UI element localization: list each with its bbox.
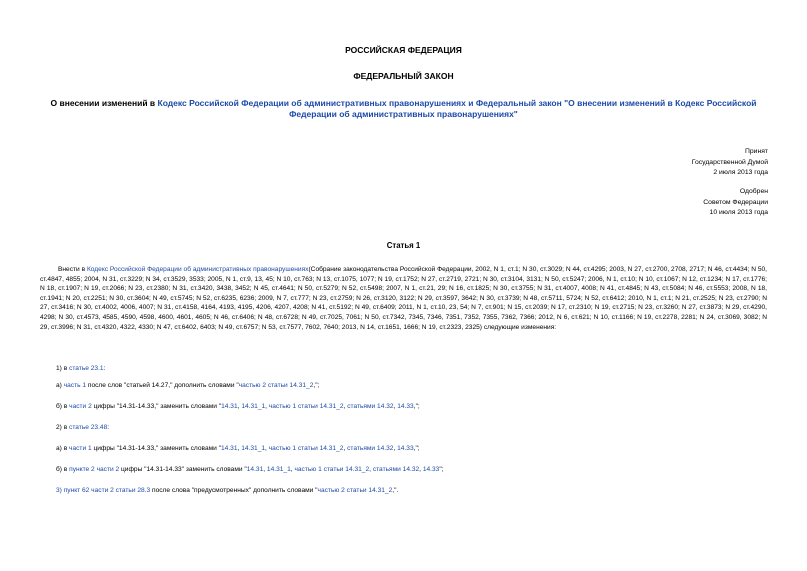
item-text: цифры "14.31-14.33," заменить словами " — [91, 445, 222, 452]
item-link[interactable]: статье 23.1 — [69, 365, 104, 372]
item-text: после слов "статьей 14.27," дополнить словами " — [86, 382, 239, 389]
intro-text: (Собрание законодательства Российской Федерации, 2002, N 1, ст.1; N 30, ст.3029; N 44, ст.4295; 2003, N 27, ст.2700, 2708, 2717; N 46, ст.4434; N 50, ст.4847, 4855; 2004, N 31, ст.3229; N 34, ст.3529, 3533; 2005, N 1, ст.9, 13, 45; N 10, ст.763; N 13, ст.1075, 1077; N 19, ст.1752; N 27, ст.2719, 2721; N 30, ст.3104, 3131; N 50, ст.5247; 2006, N 1, ст.10; N 10, ст.1067; N 12, ст.1234; N 17, ст.1776; N 18, ст.1907; N 19, ст.2066; N 23, ст.2380; N 31, ст.3420, 3438, 3452; N 45, ст.4641; N 50, ст.5279; N 52, ст.5498; 2007, N 1, ст.21, 29; N 16, ст.1825; N 30, ст.3755; N 31, ст.4007, 4008; N 41, ст.4845; N 43, ст.5084; N 46, ст.5553; 2008, N 18, ст.1941; N 20, ст.2251; N 30, ст.3604; N 49, ст.5745; N 52, ст.6235, 6236; 2009, N 7, ст.777; N 23, ст.2759; N 26, ст.3120, 3122; N 29, ст.3597, 3642; N 30, ст.3739; N 48, ст.5711, 5724; N 52, ст.6412; 2010, N 1, ст.1; N 21, ст.2525; N 23, ст.2790; N 27, ст.3416; N 30, ст.4002, 4006, 4007; N 31, ст.4158, 4164, 4193, 4195, 4206, 4207, 4208; N 41, ст.5192; N 49, ст.6409; 2011, N 1, ст.10, 23, 54; N 7, ст.901; N 15, ст.2039; N 17, ст.2310; N 19, ст.2715; N 23, ст.3260; N 27, ст.3873; N 29, ст.4290, 4298; N 30, ст.4573, 4585, 4590, 4598, 4600, 4601, 4605; N 46, ст.6406; N 48, ст.6728; N 49, ст.7025, 7061; N 50, ст.7342, 7345, 7346, 7351, 7352, 7355, 7362, 7366; 2012, N 6, ст.621; N 10, ст.1166; N 19, ст.2278, 2281; N 24, ст.3069, 3082; N 29, ст.3996; N 31, ст.4320, 4322, 4330; N 47, ст.6402, 6403; N 49, ст.6757; N 53, ст.7577, 7602, 7640; 2013, N 14, ст.1651, 1666; N 19, ст.2323, 2325) следующие изменения: — [40, 266, 767, 331]
item-link[interactable]: часть 1 — [63, 382, 87, 389]
item-link[interactable]: частью 2 статьи 14.31_2 — [317, 487, 393, 494]
approved-block — [703, 187, 768, 219]
item-link[interactable]: 14.31 — [221, 445, 238, 452]
item-text: , — [263, 466, 267, 473]
item-link[interactable]: части 2 — [69, 403, 92, 410]
item-link[interactable]: 14.31_1 — [266, 466, 291, 473]
list-item — [56, 465, 767, 475]
item-link[interactable]: частью 2 статьи 14.31_2 — [238, 382, 314, 389]
item-text: а) — [56, 382, 64, 389]
item-text: , — [265, 445, 269, 452]
item-text: , — [343, 445, 348, 452]
item-text: ,". — [392, 487, 399, 494]
item-link[interactable]: части 1 — [69, 445, 92, 452]
item-link[interactable]: частью 1 статьи 14.31_2 — [268, 403, 344, 410]
list-item — [56, 423, 767, 433]
item-link[interactable]: частью 1 статьи 14.31_2 — [268, 445, 344, 452]
item-text: цифры "14.31-14.33" заменить словами " — [119, 466, 247, 473]
item-text: , — [237, 445, 242, 452]
list-item — [56, 402, 767, 412]
item-text: , — [419, 466, 423, 473]
adopted-block — [692, 147, 768, 179]
item-link[interactable]: статьями 14.32 — [347, 403, 394, 410]
item-text: а) в — [56, 445, 70, 452]
item-link[interactable]: 14.33 — [422, 466, 440, 473]
article-heading: Статья 1 — [386, 241, 421, 250]
item-link[interactable]: 14.31 — [246, 466, 264, 473]
item-link[interactable]: 14.31_1 — [241, 445, 266, 452]
item-link[interactable]: 14.31_1 — [241, 403, 266, 410]
list-item — [56, 486, 767, 496]
intro-prefix: Внести в — [58, 266, 87, 273]
item-text: , — [393, 403, 398, 410]
item-link[interactable]: 14.33 — [397, 445, 414, 452]
article-intro — [40, 265, 767, 332]
item-text: после слова "предусмотренных" дополнить словами " — [150, 487, 318, 494]
item-link[interactable]: 14.31 — [221, 403, 238, 410]
doc-type-heading: ФЕДЕРАЛЬНЫЙ ЗАКОН — [353, 71, 454, 81]
list-item — [56, 444, 767, 454]
item-text: б) в — [56, 403, 70, 410]
item-text: "; — [439, 466, 444, 473]
item-text: , — [290, 466, 295, 473]
approved-date: 10 июля 2013 года — [709, 209, 768, 216]
item-text: , — [265, 403, 269, 410]
item-link[interactable]: части 2 — [96, 466, 120, 473]
item-text: , — [369, 466, 373, 473]
item-text: ,"; — [413, 403, 420, 410]
item-link[interactable]: пункте 2 — [69, 466, 95, 473]
item-text: , — [393, 445, 398, 452]
item-link[interactable]: частью 1 статьи 14.31_2 — [294, 466, 370, 473]
item-link[interactable]: 14.33 — [397, 403, 414, 410]
item-link[interactable]: 3) пункт 62 части 2 статьи 28.3 — [56, 487, 151, 494]
law-title — [40, 98, 767, 120]
code-link[interactable]: Кодекс Российской Федерации об административных правонарушениях — [86, 266, 309, 273]
list-item — [56, 381, 767, 391]
item-link[interactable]: статьями 14.32 — [347, 445, 394, 452]
item-text: , — [343, 403, 348, 410]
approved-label: Одобрен — [739, 188, 768, 195]
item-link[interactable]: статье 23.48 — [69, 424, 108, 431]
item-text: ,"; — [313, 382, 320, 389]
country-heading: РОССИЙСКАЯ ФЕДЕРАЦИЯ — [345, 45, 462, 55]
item-link[interactable]: статьями 14.32 — [372, 466, 420, 473]
adopted-by: Государственной Думой — [691, 158, 768, 166]
list-item — [56, 364, 767, 374]
item-text: : — [103, 365, 106, 372]
approved-by: Советом Федерации — [703, 198, 768, 206]
law-title-prefix: О внесении изменений в — [50, 98, 158, 108]
item-text: : — [107, 424, 110, 431]
adopted-date: 2 июля 2013 года — [713, 169, 768, 176]
law-title-link[interactable]: Кодекс Российской Федерации об административных правонарушениях и Федеральный закон "О внесении изменений в Кодекс Российской Федерации об административных правонарушениях" — [157, 98, 757, 119]
item-text: ,"; — [413, 445, 420, 452]
item-text: б) в — [56, 466, 70, 473]
item-text: цифры "14.31-14.33," заменить словами " — [91, 403, 222, 410]
item-text: , — [237, 403, 242, 410]
item-text: 1) в — [56, 365, 70, 372]
item-text: 2) в — [56, 424, 70, 431]
adopted-label: Принят — [744, 148, 768, 155]
